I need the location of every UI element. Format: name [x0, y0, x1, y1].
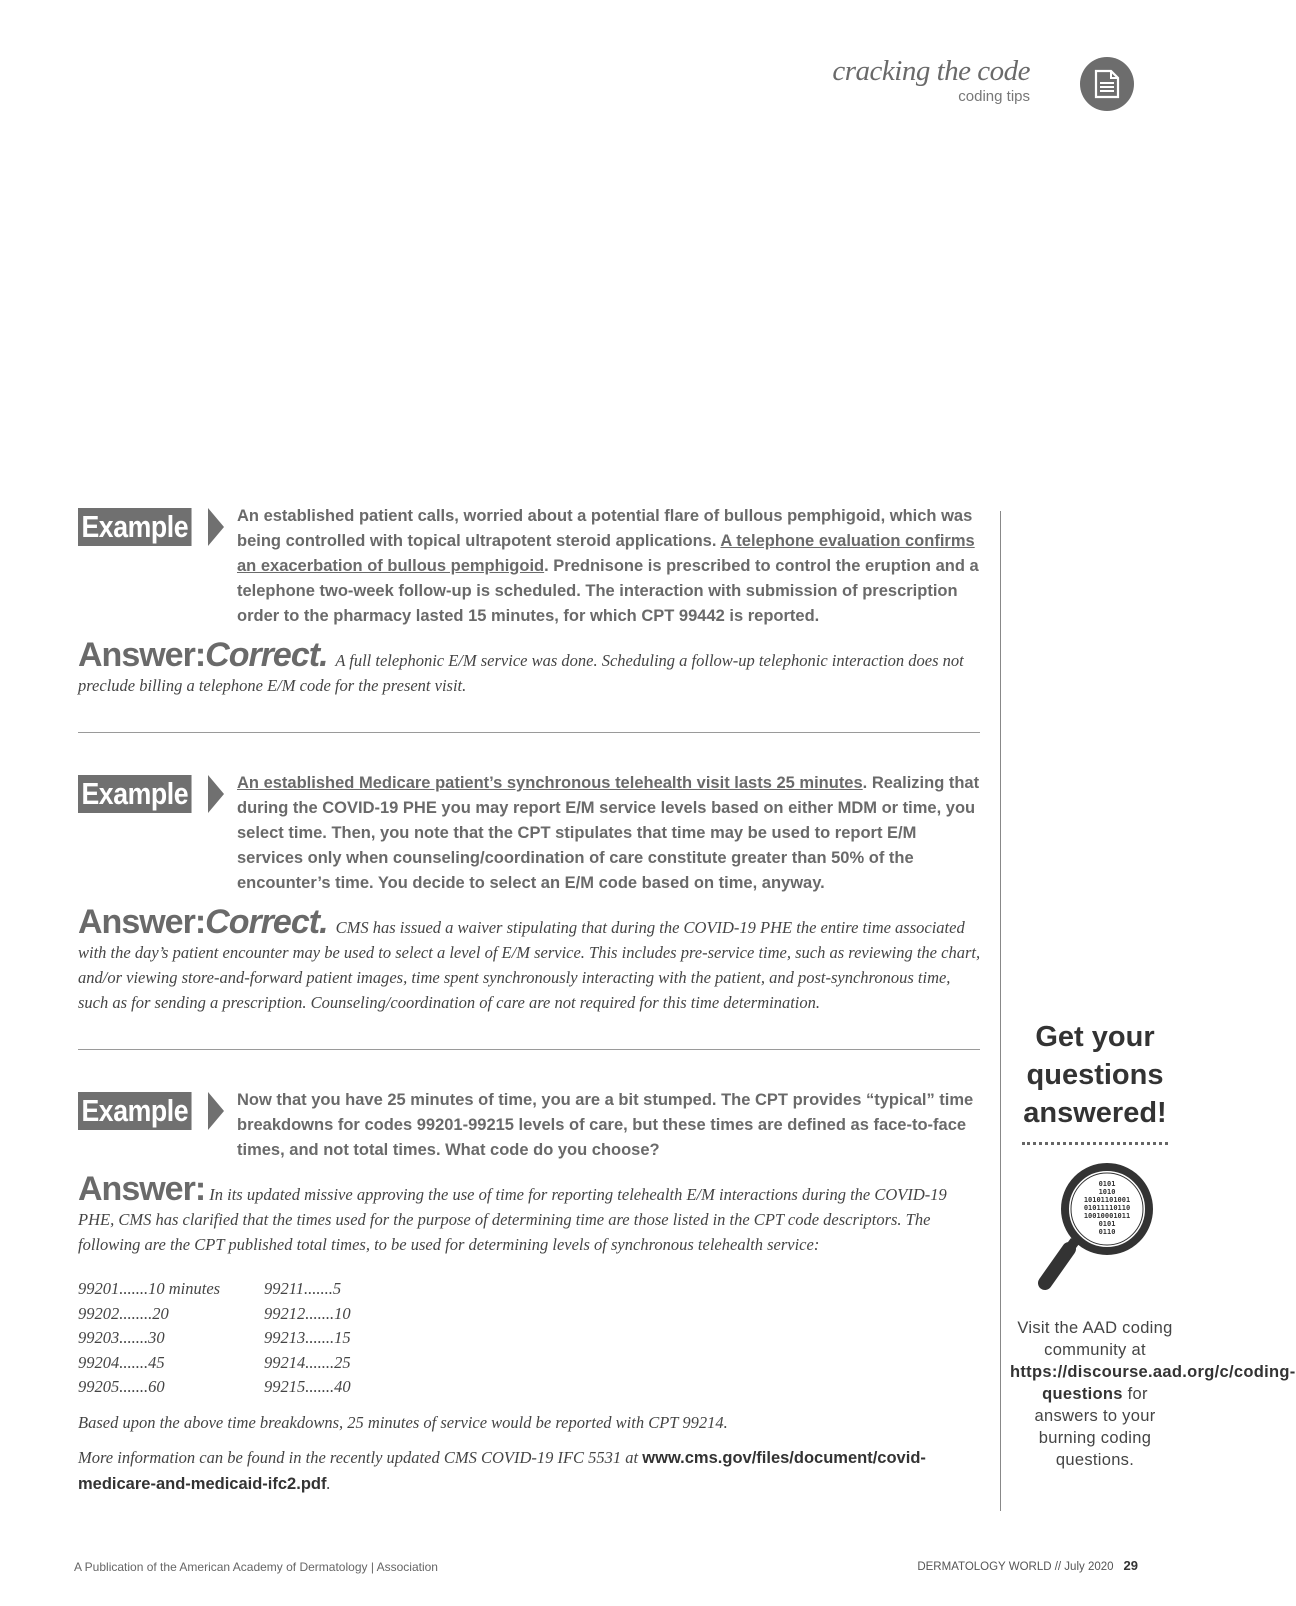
- example-3: [78, 771, 984, 896]
- footer-issue: DERMATOLOGY WORLD // July 2020 29: [917, 1558, 1138, 1573]
- answer-text: CMS has issued a waiver stipulating that during the COVID-19 PHE the entire time associated with the day’s patient encounter may be used to select a level of E/M service. This includes pre-service time, such as reviewing the chart, and/or viewing store-and-forward patient images, time spent synchronously interacting with the patient, and post-synchronous time, such as for sending a prescription. Counseling/coordination of care are not required for this time determination.: [78, 918, 981, 1012]
- binary-line: 1010: [1098, 1188, 1116, 1196]
- binary-line: 0101: [1098, 1180, 1116, 1188]
- tag-arrow: [208, 508, 224, 546]
- cms-link[interactable]: www.cms.gov/files/document/covid-medicare-and-medicaid-ifc2.pdf: [78, 1448, 926, 1493]
- answer-label: Answer:: [78, 903, 206, 941]
- page-number: 29: [1123, 1558, 1138, 1573]
- code-row: 99215.......40: [264, 1377, 351, 1396]
- code-row: 99213.......15: [264, 1328, 351, 1347]
- binary-line: 01011110110: [1083, 1204, 1131, 1212]
- binary-line: 0101: [1098, 1220, 1116, 1228]
- code-row: 99205.......60: [78, 1377, 165, 1396]
- section-subtitle: coding tips: [958, 88, 1030, 105]
- code-row: 99212.......10: [264, 1303, 351, 1323]
- code-row: 99203.......30: [78, 1328, 165, 1347]
- coding-community-link[interactable]: https://discourse.aad.org/c/coding-questions: [1010, 1363, 1296, 1403]
- section-title: cracking the code: [832, 55, 1030, 87]
- more-info: More information can be found in the recently updated CMS COVID-19 IFC 5531 at www.cms.gov/files/document/covid-medicare-and-medicaid-ifc2.pdf.: [78, 1447, 926, 1493]
- answer-label: Answer:: [78, 1170, 206, 1208]
- example-4-answer: [78, 1170, 984, 1257]
- example-2: [78, 504, 984, 629]
- underlined-phrase: An established Medicare patient’s synchronous telehealth visit lasts 25 minutes: [237, 774, 863, 792]
- magnifying-glass-icon: [1025, 1157, 1165, 1297]
- answer-verdict: Correct.: [205, 903, 328, 941]
- example-2-answer: [78, 636, 984, 698]
- code-row: 99201.......10 minutes: [78, 1279, 221, 1298]
- divider: [78, 732, 980, 733]
- code-time-table: [78, 1277, 984, 1400]
- binary-line: 10010001011: [1083, 1212, 1131, 1220]
- tag-arrow: [208, 1092, 224, 1130]
- answer-verdict: Correct.: [205, 636, 328, 674]
- example-2-tag: Example 2: [78, 508, 223, 546]
- answer-text: A full telephonic E/M service was done. Scheduling a follow-up telephonic interaction does not preclude billing a telephone E/M code for the present visit.: [78, 651, 964, 695]
- example-4-tag: Example 4: [78, 1092, 223, 1130]
- code-row: 99211.......5: [264, 1279, 342, 1298]
- tag-arrow: [208, 775, 224, 813]
- sidebar: [1010, 1018, 1296, 1471]
- codes-left-column: [78, 1277, 264, 1400]
- example-4-text: Now that you have 25 minutes of time, you are a bit stumped. The CPT provides “typical” time breakdowns for codes 99201-99215 levels of care, but these times are defined as face-to-face times, and not total times. What code do you choose?: [237, 1091, 974, 1159]
- example-3-answer: [78, 903, 984, 1015]
- footer-publication: A Publication of the American Academy of Dermatology | Association: [74, 1560, 438, 1574]
- binary-line: 0110: [1098, 1228, 1116, 1236]
- sidebar-visit-text: Visit the AAD coding community at https://discourse.aad.org/c/coding-questions for answers to your burning coding questions.: [1010, 1319, 1296, 1469]
- document-icon: [1080, 57, 1134, 111]
- underlined-phrase: A telephone evaluation confirms an exacerbation of bullous pemphigoid: [237, 532, 975, 575]
- dotted-divider: [1022, 1142, 1168, 1145]
- example-3-tag: Example 3: [78, 775, 223, 813]
- example-3-text: An established Medicare patient’s synchronous telehealth visit lasts 25 minutes. Realizing that during the COVID-19 PHE you may report E/M service levels based on either MDM or time, you select time. Then, you note that the CPT stipulates that time may be used to report E/M services only when counseling/coordination of care constitute greater than 50% of the encounter’s time. You decide to select an E/M code based on time, anyway.: [237, 774, 980, 892]
- codes-right-column: [264, 1277, 450, 1400]
- section-header: [832, 56, 1030, 105]
- binary-line: 10101101001: [1083, 1196, 1131, 1204]
- answer-label: Answer:: [78, 636, 206, 674]
- divider: [78, 1049, 980, 1050]
- sidebar-heading: Get your questions answered!: [1023, 1021, 1167, 1129]
- answer-text: In its updated missive approving the use of time for reporting telehealth E/M interactions during the COVID-19 PHE, CMS has clarified that the times used for the purpose of determining time are those listed in the CPT code descriptors. The following are the CPT published total times, to be used for determining levels of synchronous telehealth service:: [78, 1185, 947, 1254]
- main-content: [78, 504, 984, 1497]
- example-2-text: An established patient calls, worried about a potential flare of bullous pemphigoid, which was being controlled with topical ultrapotent steroid applications. A telephone evaluation confirms an exacerbation of bullous pemphigoid. Prednisone is prescribed to control the eruption and a telephone two-week follow-up is scheduled. The interaction with submission of prescription order to the pharmacy lasted 15 minutes, for which CPT 99442 is reported.: [237, 507, 979, 625]
- conclusion: Based upon the above time breakdowns, 25 minutes of service would be reported with CPT 99214.: [78, 1412, 728, 1432]
- code-row: 99204.......45: [78, 1352, 165, 1372]
- column-divider: [1000, 511, 1001, 1511]
- example-4: [78, 1088, 984, 1163]
- code-row: 99214.......25: [264, 1352, 351, 1372]
- code-row: 99202........20: [78, 1303, 169, 1323]
